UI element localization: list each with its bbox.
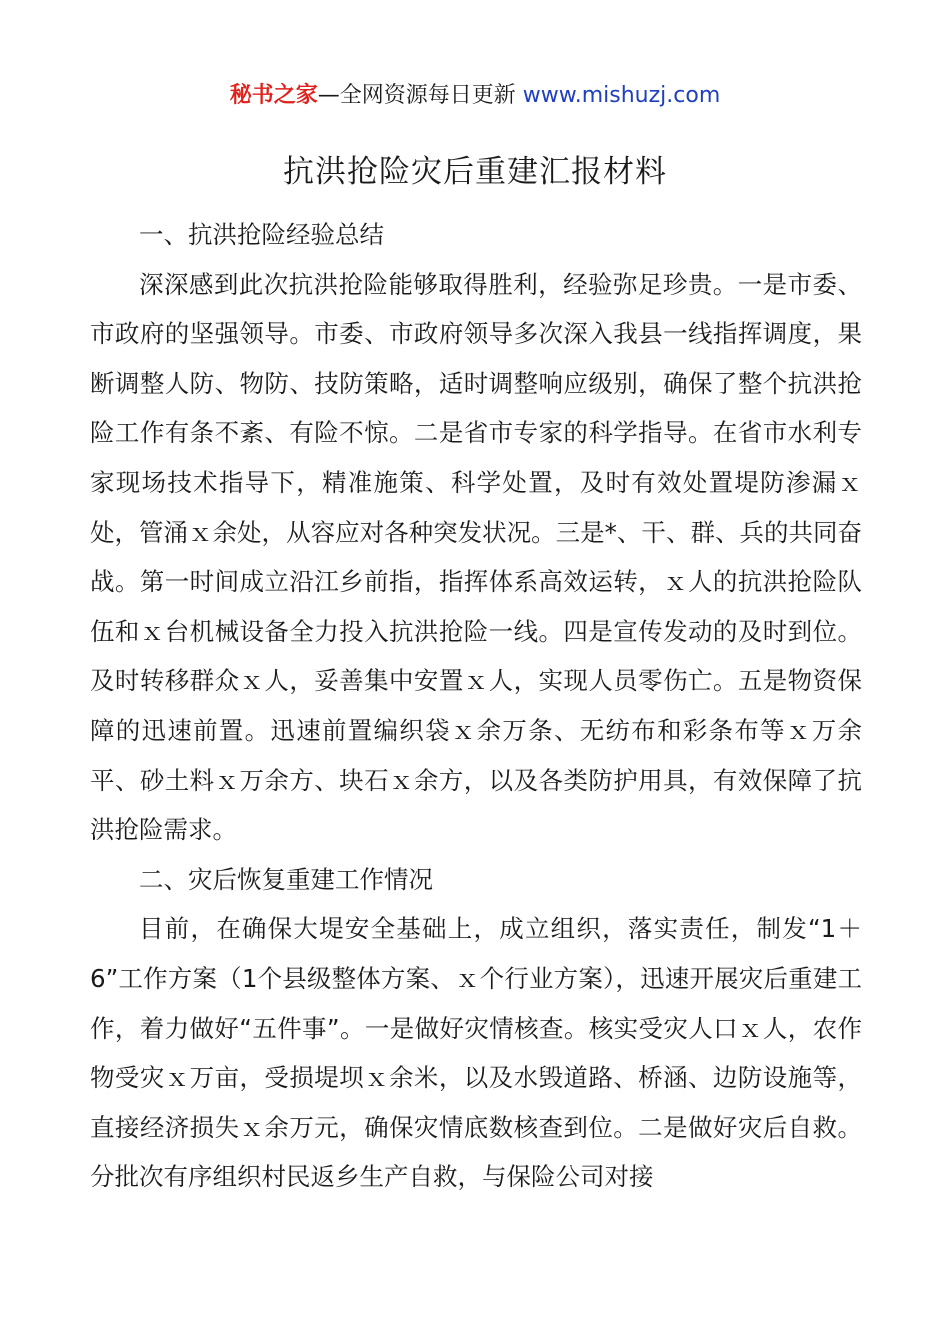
section-2-heading: 二、灾后恢复重建工作情况 — [139, 864, 433, 894]
section-2-paragraph: 目前，在确保大堤安全基础上，成立组织，落实责任，制发“1＋6”工作方案（1个县级整体方案、ｘ个行业方案），迅速开展灾后重建工作，着力做好“五件事”。一是做好灾情核查。核实受灾人口ｘ人，农作物受灾ｘ万亩，受损堤坝ｘ余米，以及水毁道路、桥涵、边防设施等，直接经济损失ｘ余万元，确保灾情底数核查到位。二是做好灾后自救。分批次有序组织村民返乡生产自救，与保险公司对接 — [90, 914, 862, 1192]
document-title: 抗洪抢险灾后重建汇报材料 — [283, 154, 667, 190]
site-tagline: —全网资源每日更新 — [317, 83, 523, 108]
document-body — [90, 210, 862, 1202]
site-brand: 秘书之家 — [229, 83, 318, 108]
section-1-paragraph: 深深感到此次抗洪抢险能够取得胜利，经验弥足珍贵。一是市委、市政府的坚强领导。市委、市政府领导多次深入我县一线指挥调度，果断调整人防、物防、技防策略，适时调整响应级别，确保了整个抗洪抢险工作有条不紊、有险不惊。二是省市专家的科学指导。在省市水利专家现场技术指导下，精准施策、科学处置，及时有效处置堤防渗漏ｘ处，管涌ｘ余处，从容应对各种突发状况。三是*、干、群、兵的共同奋战。第一时间成立沿江乡前指，指挥体系高效运转，ｘ人的抗洪抢险队伍和ｘ台机械设备全力投入抗洪抢险一线。四是宣传发动的及时到位。及时转移群众ｘ人，妥善集中安置ｘ人，实现人员零伤亡。五是物资保障的迅速前置。迅速前置编织袋ｘ余万条、无纺布和彩条布等ｘ万余平、砂土料ｘ万余方、块石ｘ余方，以及各类防护用具，有效保障了抗洪抢险需求。 — [90, 269, 862, 845]
site-header — [0, 80, 950, 112]
section-1-heading: 一、抗洪抢险经验总结 — [139, 220, 384, 249]
site-url[interactable]: www.mishuzj.com — [522, 83, 721, 108]
